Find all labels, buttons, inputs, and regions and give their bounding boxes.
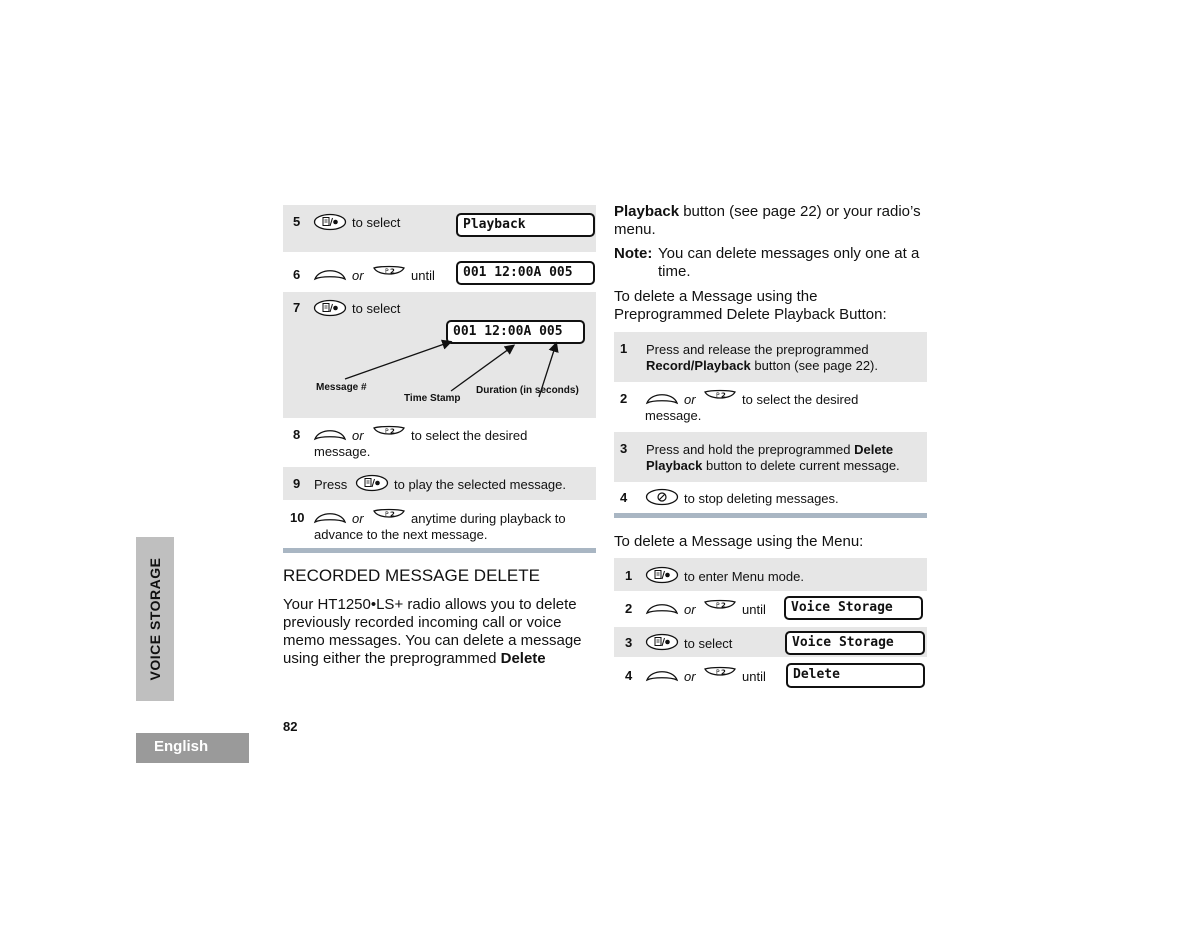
or-text: or [352, 428, 364, 443]
menu-select-button-icon [355, 474, 389, 492]
step-text-pre: Press [314, 477, 348, 492]
menu-select-button-icon [645, 633, 679, 651]
para-bold: Playback [614, 203, 680, 220]
up-arrow-button-icon [313, 265, 347, 283]
step-text: to enter Menu mode. [684, 569, 804, 584]
label-message-number: Message # [316, 382, 367, 393]
step-text: to select the desired [742, 392, 859, 407]
step-number: 4 [620, 490, 628, 505]
label-duration: Duration (in seconds) [476, 385, 579, 396]
note-text: time. [658, 263, 691, 280]
p2-down-button-icon [372, 424, 406, 442]
p2-down-button-icon [703, 665, 737, 683]
step-text: to select [684, 636, 733, 651]
para-line: memo messages. You can delete a message [283, 632, 582, 649]
para-line [283, 650, 546, 668]
p2-down-button-icon [703, 598, 737, 616]
step-text: to select the desired [411, 428, 528, 443]
section-divider [283, 548, 596, 553]
section-side-tab-label: VOICE STORAGE [147, 557, 163, 681]
page-number: 82 [283, 719, 298, 734]
menu-select-button-icon [313, 213, 347, 231]
step-number: 9 [293, 476, 301, 491]
or-text: or [352, 268, 364, 283]
or-text: or [684, 602, 696, 617]
label-time-stamp: Time Stamp [404, 393, 461, 404]
para-bold: Delete [500, 650, 546, 667]
step-text-part: Press and hold the preprogrammed [646, 442, 851, 457]
step-text-cont: advance to the next message. [314, 527, 488, 542]
step-number: 3 [625, 635, 633, 650]
lcd-display: Voice Storage [784, 596, 923, 620]
step-bold: Record/Playback [646, 358, 751, 373]
step-bold: Delete [854, 442, 894, 457]
step-text-cont [646, 357, 878, 374]
step-number: 2 [625, 601, 633, 616]
or-text: or [352, 511, 364, 526]
step-text: anytime during playback to [411, 511, 566, 526]
step-text: button (see page 22). [754, 358, 878, 373]
lcd-display: 001 12:00A 005 [456, 261, 595, 285]
stop-button-icon [645, 488, 679, 506]
step-text-part: button to delete current message. [706, 458, 900, 473]
step-number: 7 [293, 300, 301, 315]
step-number: 1 [620, 341, 628, 356]
note-label: Note: [614, 245, 653, 262]
step-number: 3 [620, 441, 628, 456]
up-arrow-button-icon [313, 425, 347, 443]
step-number: 2 [620, 391, 628, 406]
para-text: using either the preprogrammed [283, 650, 497, 667]
lcd-display: 001 12:00A 005 [446, 320, 585, 344]
step-number: 8 [293, 427, 301, 442]
section-divider [614, 513, 927, 518]
step-number: 10 [290, 510, 305, 525]
section-heading: RECORDED MESSAGE DELETE [283, 566, 540, 585]
step-number: 4 [625, 668, 633, 683]
step-number: 5 [293, 214, 301, 229]
up-arrow-button-icon [645, 389, 679, 407]
para-line [614, 203, 921, 221]
or-text: or [684, 669, 696, 684]
para-line: Your HT1250•LS+ radio allows you to delete [283, 596, 577, 613]
step-text: to select [352, 301, 401, 316]
step-text: Press and release the preprogrammed [646, 342, 869, 357]
step-text: until [742, 602, 766, 617]
intro-line: Preprogrammed Delete Playback Button: [614, 306, 887, 323]
lcd-display: Voice Storage [785, 631, 925, 655]
p2-down-button-icon [703, 388, 737, 406]
step-number: 6 [293, 267, 301, 282]
step-number: 1 [625, 568, 633, 583]
lcd-display: Delete [786, 663, 925, 688]
intro-line: To delete a Message using the [614, 288, 818, 305]
menu-intro: To delete a Message using the Menu: [614, 533, 864, 550]
step-text [646, 441, 893, 458]
language-tab: English [136, 733, 249, 763]
or-text: or [684, 392, 696, 407]
step-text: until [411, 268, 435, 283]
step-text: to select [352, 215, 401, 230]
para-text: button (see page 22) or your radio’s [683, 203, 921, 220]
para-line: previously recorded incoming call or voice [283, 614, 562, 631]
step-bold: Playback [646, 458, 703, 473]
step-text-cont [646, 457, 900, 474]
para-line: menu. [614, 221, 656, 238]
step-text: to stop deleting messages. [684, 491, 839, 506]
arrow-message-number [345, 342, 450, 379]
step-text-cont: message. [645, 408, 702, 423]
p2-down-button-icon [372, 507, 406, 525]
up-arrow-button-icon [645, 599, 679, 617]
step-text: to play the selected message. [394, 477, 566, 492]
note-text: You can delete messages only one at a [658, 245, 920, 262]
step-text-cont: message. [314, 444, 371, 459]
menu-select-button-icon [645, 566, 679, 584]
up-arrow-button-icon [313, 508, 347, 526]
lcd-display: Playback [456, 213, 595, 237]
p2-down-button-icon [372, 264, 406, 282]
step-text: until [742, 669, 766, 684]
up-arrow-button-icon [645, 666, 679, 684]
